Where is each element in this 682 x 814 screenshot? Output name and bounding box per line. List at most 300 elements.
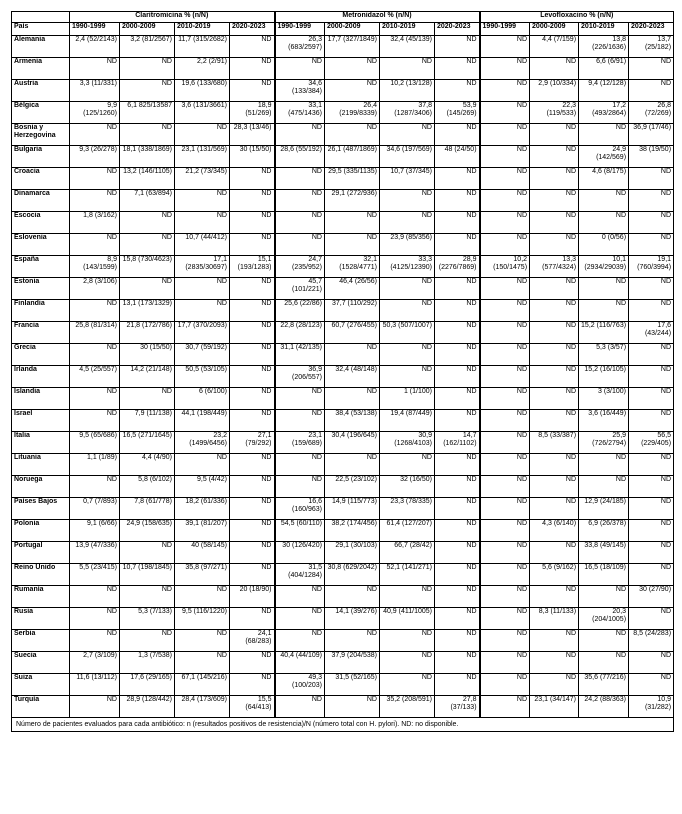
value-cell: 18,9 (51/269) bbox=[230, 102, 275, 124]
value-cell: 67,1 (145/216) bbox=[175, 674, 230, 696]
value-cell: 2,4 (52/2143) bbox=[70, 36, 120, 58]
value-cell: ND bbox=[629, 366, 674, 388]
value-cell: 15,8 (730/4623) bbox=[120, 256, 175, 278]
value-cell: 14,1 (39/276) bbox=[325, 608, 380, 630]
period-header: 2010-2019 bbox=[579, 23, 629, 36]
value-cell: ND bbox=[70, 388, 120, 410]
value-cell: ND bbox=[435, 542, 480, 564]
value-cell: 4,6 (8/175) bbox=[579, 168, 629, 190]
value-cell: ND bbox=[435, 124, 480, 146]
value-cell: 18,2 (61/336) bbox=[175, 498, 230, 520]
group-header-metronidazol: Metronidazol % (n/N) bbox=[275, 12, 480, 23]
value-cell: 26,3 (683/2597) bbox=[275, 36, 325, 58]
value-cell: ND bbox=[530, 278, 579, 300]
value-cell: ND bbox=[70, 124, 120, 146]
value-cell: 12,9 (24/185) bbox=[579, 498, 629, 520]
value-cell: 23,1 (159/689) bbox=[275, 432, 325, 454]
value-cell: ND bbox=[435, 366, 480, 388]
value-cell: 5,3 (3/57) bbox=[579, 344, 629, 366]
value-cell: ND bbox=[275, 608, 325, 630]
value-cell: ND bbox=[530, 652, 579, 674]
value-cell: ND bbox=[230, 476, 275, 498]
value-cell: ND bbox=[380, 124, 435, 146]
value-cell: 9,5 (116/1220) bbox=[175, 608, 230, 630]
value-cell: 17,1 (2835/30697) bbox=[175, 256, 230, 278]
value-cell: ND bbox=[230, 278, 275, 300]
value-cell: ND bbox=[435, 58, 480, 80]
table-row bbox=[12, 476, 674, 498]
value-cell: ND bbox=[435, 212, 480, 234]
value-cell: 14,7 (162/1102) bbox=[435, 432, 480, 454]
value-cell: 29,5 (335/1135) bbox=[325, 168, 380, 190]
value-cell: 19,6 (133/680) bbox=[175, 80, 230, 102]
value-cell: ND bbox=[70, 344, 120, 366]
value-cell: ND bbox=[120, 234, 175, 256]
value-cell: ND bbox=[435, 586, 480, 608]
period-header: 2000-2009 bbox=[530, 23, 579, 36]
value-cell: 38,4 (53/138) bbox=[325, 410, 380, 432]
value-cell: 9,3 (26/278) bbox=[70, 146, 120, 168]
value-cell: ND bbox=[230, 322, 275, 344]
value-cell: 3,6 (131/3661) bbox=[175, 102, 230, 124]
table-row bbox=[12, 168, 674, 190]
value-cell: 30,4 (196/645) bbox=[325, 432, 380, 454]
value-cell: ND bbox=[530, 168, 579, 190]
table-row bbox=[12, 608, 674, 630]
value-cell: ND bbox=[70, 234, 120, 256]
value-cell: ND bbox=[629, 300, 674, 322]
value-cell: 35,2 (208/591) bbox=[380, 696, 435, 718]
value-cell: ND bbox=[275, 212, 325, 234]
value-cell: 9,5 (4/42) bbox=[175, 476, 230, 498]
value-cell: ND bbox=[435, 388, 480, 410]
country-cell: Reino Unido bbox=[12, 564, 70, 586]
value-cell: 24,9 (142/569) bbox=[579, 146, 629, 168]
value-cell: ND bbox=[480, 476, 530, 498]
value-cell: ND bbox=[480, 124, 530, 146]
value-cell: 5,3 (7/133) bbox=[120, 608, 175, 630]
value-cell: ND bbox=[480, 586, 530, 608]
period-header: 2010-2019 bbox=[175, 23, 230, 36]
table-row bbox=[12, 256, 674, 278]
value-cell: ND bbox=[70, 608, 120, 630]
value-cell: ND bbox=[480, 652, 530, 674]
value-cell: ND bbox=[579, 652, 629, 674]
value-cell: ND bbox=[275, 58, 325, 80]
value-cell: ND bbox=[275, 190, 325, 212]
value-cell: 31,5 (52/165) bbox=[325, 674, 380, 696]
value-cell: ND bbox=[435, 300, 480, 322]
value-cell: ND bbox=[120, 586, 175, 608]
value-cell: 17,7 (327/1849) bbox=[325, 36, 380, 58]
table-row bbox=[12, 234, 674, 256]
value-cell: ND bbox=[325, 630, 380, 652]
country-cell: Francia bbox=[12, 322, 70, 344]
country-cell: Portugal bbox=[12, 542, 70, 564]
value-cell: ND bbox=[480, 674, 530, 696]
country-cell: Lituania bbox=[12, 454, 70, 476]
table-row bbox=[12, 124, 674, 146]
value-cell: ND bbox=[530, 124, 579, 146]
table-row bbox=[12, 388, 674, 410]
value-cell: ND bbox=[530, 674, 579, 696]
value-cell: ND bbox=[230, 344, 275, 366]
value-cell: 13,9 (47/336) bbox=[70, 542, 120, 564]
value-cell: ND bbox=[230, 520, 275, 542]
value-cell: ND bbox=[480, 564, 530, 586]
value-cell: ND bbox=[480, 146, 530, 168]
value-cell: ND bbox=[380, 630, 435, 652]
value-cell: ND bbox=[530, 212, 579, 234]
value-cell: 2,7 (3/109) bbox=[70, 652, 120, 674]
value-cell: ND bbox=[230, 58, 275, 80]
group-header-row bbox=[12, 12, 674, 23]
value-cell: 22,3 (119/533) bbox=[530, 102, 579, 124]
value-cell: 10,2 (13/128) bbox=[380, 80, 435, 102]
country-cell: Países Bajos bbox=[12, 498, 70, 520]
value-cell: ND bbox=[380, 454, 435, 476]
country-cell: Croacia bbox=[12, 168, 70, 190]
table-row bbox=[12, 454, 674, 476]
value-cell: 28,6 (55/192) bbox=[275, 146, 325, 168]
value-cell: ND bbox=[435, 278, 480, 300]
table-row bbox=[12, 696, 674, 718]
table-row bbox=[12, 432, 674, 454]
value-cell: ND bbox=[275, 476, 325, 498]
value-cell: 10,7 (37/345) bbox=[380, 168, 435, 190]
value-cell: ND bbox=[230, 410, 275, 432]
value-cell: ND bbox=[275, 410, 325, 432]
value-cell: ND bbox=[325, 80, 380, 102]
country-cell: Rusia bbox=[12, 608, 70, 630]
country-cell: Dinamarca bbox=[12, 190, 70, 212]
value-cell: ND bbox=[175, 278, 230, 300]
value-cell: ND bbox=[629, 520, 674, 542]
value-cell: ND bbox=[380, 212, 435, 234]
value-cell: 30,9 (1268/4103) bbox=[380, 432, 435, 454]
value-cell: ND bbox=[120, 542, 175, 564]
value-cell: 7,9 (11/138) bbox=[120, 410, 175, 432]
value-cell: ND bbox=[275, 124, 325, 146]
value-cell: ND bbox=[435, 520, 480, 542]
value-cell: ND bbox=[480, 168, 530, 190]
value-cell: 23,3 (78/335) bbox=[380, 498, 435, 520]
value-cell: 30,7 (59/192) bbox=[175, 344, 230, 366]
value-cell: 4,4 (4/90) bbox=[120, 454, 175, 476]
value-cell: ND bbox=[480, 608, 530, 630]
value-cell: 28,9 (128/442) bbox=[120, 696, 175, 718]
value-cell: ND bbox=[579, 212, 629, 234]
value-cell: 25,6 (22/86) bbox=[275, 300, 325, 322]
value-cell: ND bbox=[629, 344, 674, 366]
value-cell: 13,7 (25/182) bbox=[629, 36, 674, 58]
value-cell: ND bbox=[530, 388, 579, 410]
value-cell: 37,9 (204/538) bbox=[325, 652, 380, 674]
value-cell: 6,6 (6/91) bbox=[579, 58, 629, 80]
value-cell: ND bbox=[380, 300, 435, 322]
value-cell: 3,2 (81/2567) bbox=[120, 36, 175, 58]
country-cell: Finlandia bbox=[12, 300, 70, 322]
value-cell: 7,1 (63/894) bbox=[120, 190, 175, 212]
value-cell: ND bbox=[275, 234, 325, 256]
value-cell: ND bbox=[380, 674, 435, 696]
table-row bbox=[12, 36, 674, 58]
value-cell: 3 (3/100) bbox=[579, 388, 629, 410]
value-cell: ND bbox=[230, 168, 275, 190]
value-cell: ND bbox=[579, 586, 629, 608]
value-cell: 9,5 (65/686) bbox=[70, 432, 120, 454]
table-row bbox=[12, 674, 674, 696]
value-cell: 37,8 (1287/3406) bbox=[380, 102, 435, 124]
value-cell: ND bbox=[230, 608, 275, 630]
value-cell: 5,5 (23/415) bbox=[70, 564, 120, 586]
value-cell: 1 (1/100) bbox=[380, 388, 435, 410]
value-cell: 44,1 (198/449) bbox=[175, 410, 230, 432]
value-cell: ND bbox=[480, 300, 530, 322]
value-cell: 17,2 (493/2864) bbox=[579, 102, 629, 124]
value-cell: ND bbox=[435, 674, 480, 696]
country-cell: Islandia bbox=[12, 388, 70, 410]
value-cell: ND bbox=[230, 234, 275, 256]
table-row bbox=[12, 58, 674, 80]
value-cell: ND bbox=[230, 80, 275, 102]
value-cell: 16,5 (18/109) bbox=[579, 564, 629, 586]
value-cell: 50,5 (53/105) bbox=[175, 366, 230, 388]
value-cell: ND bbox=[480, 542, 530, 564]
footnote-row bbox=[12, 718, 674, 732]
value-cell: 17,7 (370/2093) bbox=[175, 322, 230, 344]
value-cell: 9,4 (12/128) bbox=[579, 80, 629, 102]
value-cell: 31,1 (42/135) bbox=[275, 344, 325, 366]
period-header: 2000-2009 bbox=[325, 23, 380, 36]
value-cell: 30 (126/420) bbox=[275, 542, 325, 564]
value-cell: 5,6 (9/162) bbox=[530, 564, 579, 586]
group-header-levofloxacino: Levofloxacino % (n/N) bbox=[480, 12, 674, 23]
value-cell: 20,3 (204/1005) bbox=[579, 608, 629, 630]
value-cell: 8,5 (33/387) bbox=[530, 432, 579, 454]
value-cell: 38,2 (174/456) bbox=[325, 520, 380, 542]
value-cell: ND bbox=[230, 542, 275, 564]
country-cell: Suecia bbox=[12, 652, 70, 674]
table-row bbox=[12, 520, 674, 542]
value-cell: 33,8 (49/145) bbox=[579, 542, 629, 564]
value-cell: 4,4 (7/159) bbox=[530, 36, 579, 58]
country-cell: Suiza bbox=[12, 674, 70, 696]
table-row bbox=[12, 278, 674, 300]
value-cell: ND bbox=[70, 476, 120, 498]
value-cell: ND bbox=[380, 366, 435, 388]
value-cell: 18,1 (338/1869) bbox=[120, 146, 175, 168]
value-cell: ND bbox=[530, 586, 579, 608]
value-cell: ND bbox=[325, 454, 380, 476]
table-row bbox=[12, 344, 674, 366]
value-cell: 2,2 (2/91) bbox=[175, 58, 230, 80]
value-cell: ND bbox=[530, 630, 579, 652]
value-cell: 23,1 (34/147) bbox=[530, 696, 579, 718]
value-cell: ND bbox=[530, 410, 579, 432]
value-cell: 24,2 (88/363) bbox=[579, 696, 629, 718]
value-cell: ND bbox=[480, 432, 530, 454]
value-cell: ND bbox=[435, 168, 480, 190]
value-cell: 16,5 (271/1645) bbox=[120, 432, 175, 454]
country-cell: Italia bbox=[12, 432, 70, 454]
value-cell: ND bbox=[70, 300, 120, 322]
value-cell: ND bbox=[230, 212, 275, 234]
value-cell: 19,1 (760/3994) bbox=[629, 256, 674, 278]
value-cell: 26,4 (2199/8339) bbox=[325, 102, 380, 124]
value-cell: 48 (24/50) bbox=[435, 146, 480, 168]
value-cell: 30 (27/90) bbox=[629, 586, 674, 608]
value-cell: 50,3 (507/1007) bbox=[380, 322, 435, 344]
value-cell: ND bbox=[579, 300, 629, 322]
value-cell: ND bbox=[629, 190, 674, 212]
value-cell: ND bbox=[380, 58, 435, 80]
value-cell: 6 (6/100) bbox=[175, 388, 230, 410]
footnote: Número de pacientes evaluados para cada antibiótico: n (resultados positivos de resistencia)/N (número total con H. pylori). ND: no disponible. bbox=[12, 718, 674, 732]
value-cell: ND bbox=[530, 322, 579, 344]
value-cell: 17,6 (43/244) bbox=[629, 322, 674, 344]
value-cell: 6,1 825/13587 bbox=[120, 102, 175, 124]
period-header-row bbox=[12, 23, 674, 36]
value-cell: ND bbox=[325, 344, 380, 366]
country-cell: Rumanía bbox=[12, 586, 70, 608]
value-cell: 34,6 (197/569) bbox=[380, 146, 435, 168]
value-cell: ND bbox=[480, 344, 530, 366]
value-cell: 29,1 (30/103) bbox=[325, 542, 380, 564]
value-cell: ND bbox=[579, 630, 629, 652]
table-body bbox=[12, 36, 674, 718]
value-cell: 15,2 (116/763) bbox=[579, 322, 629, 344]
value-cell: 4,3 (6/140) bbox=[530, 520, 579, 542]
value-cell: ND bbox=[175, 652, 230, 674]
value-cell: 11,6 (13/112) bbox=[70, 674, 120, 696]
table-row bbox=[12, 542, 674, 564]
period-header: 2010-2019 bbox=[380, 23, 435, 36]
table-row bbox=[12, 190, 674, 212]
value-cell: 13,2 (146/1105) bbox=[120, 168, 175, 190]
value-cell: ND bbox=[480, 102, 530, 124]
value-cell: ND bbox=[230, 190, 275, 212]
value-cell: ND bbox=[629, 564, 674, 586]
value-cell: ND bbox=[530, 146, 579, 168]
value-cell: 27,8 (37/133) bbox=[435, 696, 480, 718]
value-cell: ND bbox=[480, 58, 530, 80]
period-header: 1990-1999 bbox=[275, 23, 325, 36]
value-cell: 32,1 (1528/4771) bbox=[325, 256, 380, 278]
value-cell: 26,1 (487/1869) bbox=[325, 146, 380, 168]
value-cell: 27,1 (79/292) bbox=[230, 432, 275, 454]
value-cell: ND bbox=[230, 674, 275, 696]
value-cell: 8,9 (143/1599) bbox=[70, 256, 120, 278]
value-cell: 0 (0/56) bbox=[579, 234, 629, 256]
value-cell: 26,8 (72/269) bbox=[629, 102, 674, 124]
value-cell: ND bbox=[230, 36, 275, 58]
value-cell: ND bbox=[70, 586, 120, 608]
value-cell: 56,5 (229/405) bbox=[629, 432, 674, 454]
value-cell: 30,8 (629/2042) bbox=[325, 564, 380, 586]
value-cell: ND bbox=[230, 652, 275, 674]
value-cell: 33,1 (475/1436) bbox=[275, 102, 325, 124]
value-cell: ND bbox=[325, 212, 380, 234]
value-cell: 3,6 (16/449) bbox=[579, 410, 629, 432]
value-cell: 10,9 (31/282) bbox=[629, 696, 674, 718]
table-row bbox=[12, 80, 674, 102]
value-cell: ND bbox=[70, 168, 120, 190]
table-row bbox=[12, 146, 674, 168]
value-cell: 40 (58/145) bbox=[175, 542, 230, 564]
table-row bbox=[12, 564, 674, 586]
value-cell: ND bbox=[275, 388, 325, 410]
value-cell: ND bbox=[70, 58, 120, 80]
table-row bbox=[12, 586, 674, 608]
value-cell: ND bbox=[480, 234, 530, 256]
value-cell: 40,9 (411/1005) bbox=[380, 608, 435, 630]
value-cell: ND bbox=[120, 630, 175, 652]
value-cell: ND bbox=[175, 212, 230, 234]
value-cell: 31,5 (404/1284) bbox=[275, 564, 325, 586]
value-cell: ND bbox=[435, 498, 480, 520]
value-cell: ND bbox=[435, 36, 480, 58]
value-cell: ND bbox=[120, 212, 175, 234]
value-cell: 30 (15/50) bbox=[120, 344, 175, 366]
value-cell: 32,4 (45/139) bbox=[380, 36, 435, 58]
country-cell: Grecia bbox=[12, 344, 70, 366]
value-cell: ND bbox=[530, 190, 579, 212]
value-cell: ND bbox=[629, 212, 674, 234]
value-cell: ND bbox=[70, 190, 120, 212]
table-row bbox=[12, 322, 674, 344]
value-cell: 5,8 (6/102) bbox=[120, 476, 175, 498]
value-cell: 16,6 (160/963) bbox=[275, 498, 325, 520]
value-cell: ND bbox=[275, 630, 325, 652]
value-cell: ND bbox=[579, 476, 629, 498]
value-cell: ND bbox=[530, 58, 579, 80]
value-cell: ND bbox=[629, 542, 674, 564]
table-row bbox=[12, 212, 674, 234]
value-cell: 15,5 (64/413) bbox=[230, 696, 275, 718]
value-cell: ND bbox=[579, 454, 629, 476]
value-cell: ND bbox=[629, 608, 674, 630]
value-cell: ND bbox=[120, 58, 175, 80]
value-cell: ND bbox=[435, 80, 480, 102]
value-cell: ND bbox=[579, 278, 629, 300]
value-cell: 22,8 (28/123) bbox=[275, 322, 325, 344]
value-cell: 35,8 (97/271) bbox=[175, 564, 230, 586]
value-cell: ND bbox=[629, 58, 674, 80]
value-cell: 60,7 (276/455) bbox=[325, 322, 380, 344]
value-cell: 11,7 (315/2682) bbox=[175, 36, 230, 58]
period-header: 2020-2023 bbox=[629, 23, 674, 36]
country-cell: Bosnia y Herzegovina bbox=[12, 124, 70, 146]
value-cell: ND bbox=[530, 498, 579, 520]
value-cell: ND bbox=[275, 696, 325, 718]
value-cell: 2,9 (10/334) bbox=[530, 80, 579, 102]
value-cell: 25,8 (81/314) bbox=[70, 322, 120, 344]
value-cell: ND bbox=[70, 696, 120, 718]
value-cell: 17,6 (29/165) bbox=[120, 674, 175, 696]
value-cell: 23,1 (131/569) bbox=[175, 146, 230, 168]
country-cell: Serbia bbox=[12, 630, 70, 652]
value-cell: ND bbox=[435, 476, 480, 498]
value-cell: ND bbox=[435, 410, 480, 432]
value-cell: ND bbox=[480, 322, 530, 344]
value-cell: 37,7 (110/292) bbox=[325, 300, 380, 322]
value-cell: 52,1 (141/271) bbox=[380, 564, 435, 586]
value-cell: ND bbox=[70, 410, 120, 432]
country-cell: Israel bbox=[12, 410, 70, 432]
value-cell: ND bbox=[380, 190, 435, 212]
value-cell: ND bbox=[230, 366, 275, 388]
